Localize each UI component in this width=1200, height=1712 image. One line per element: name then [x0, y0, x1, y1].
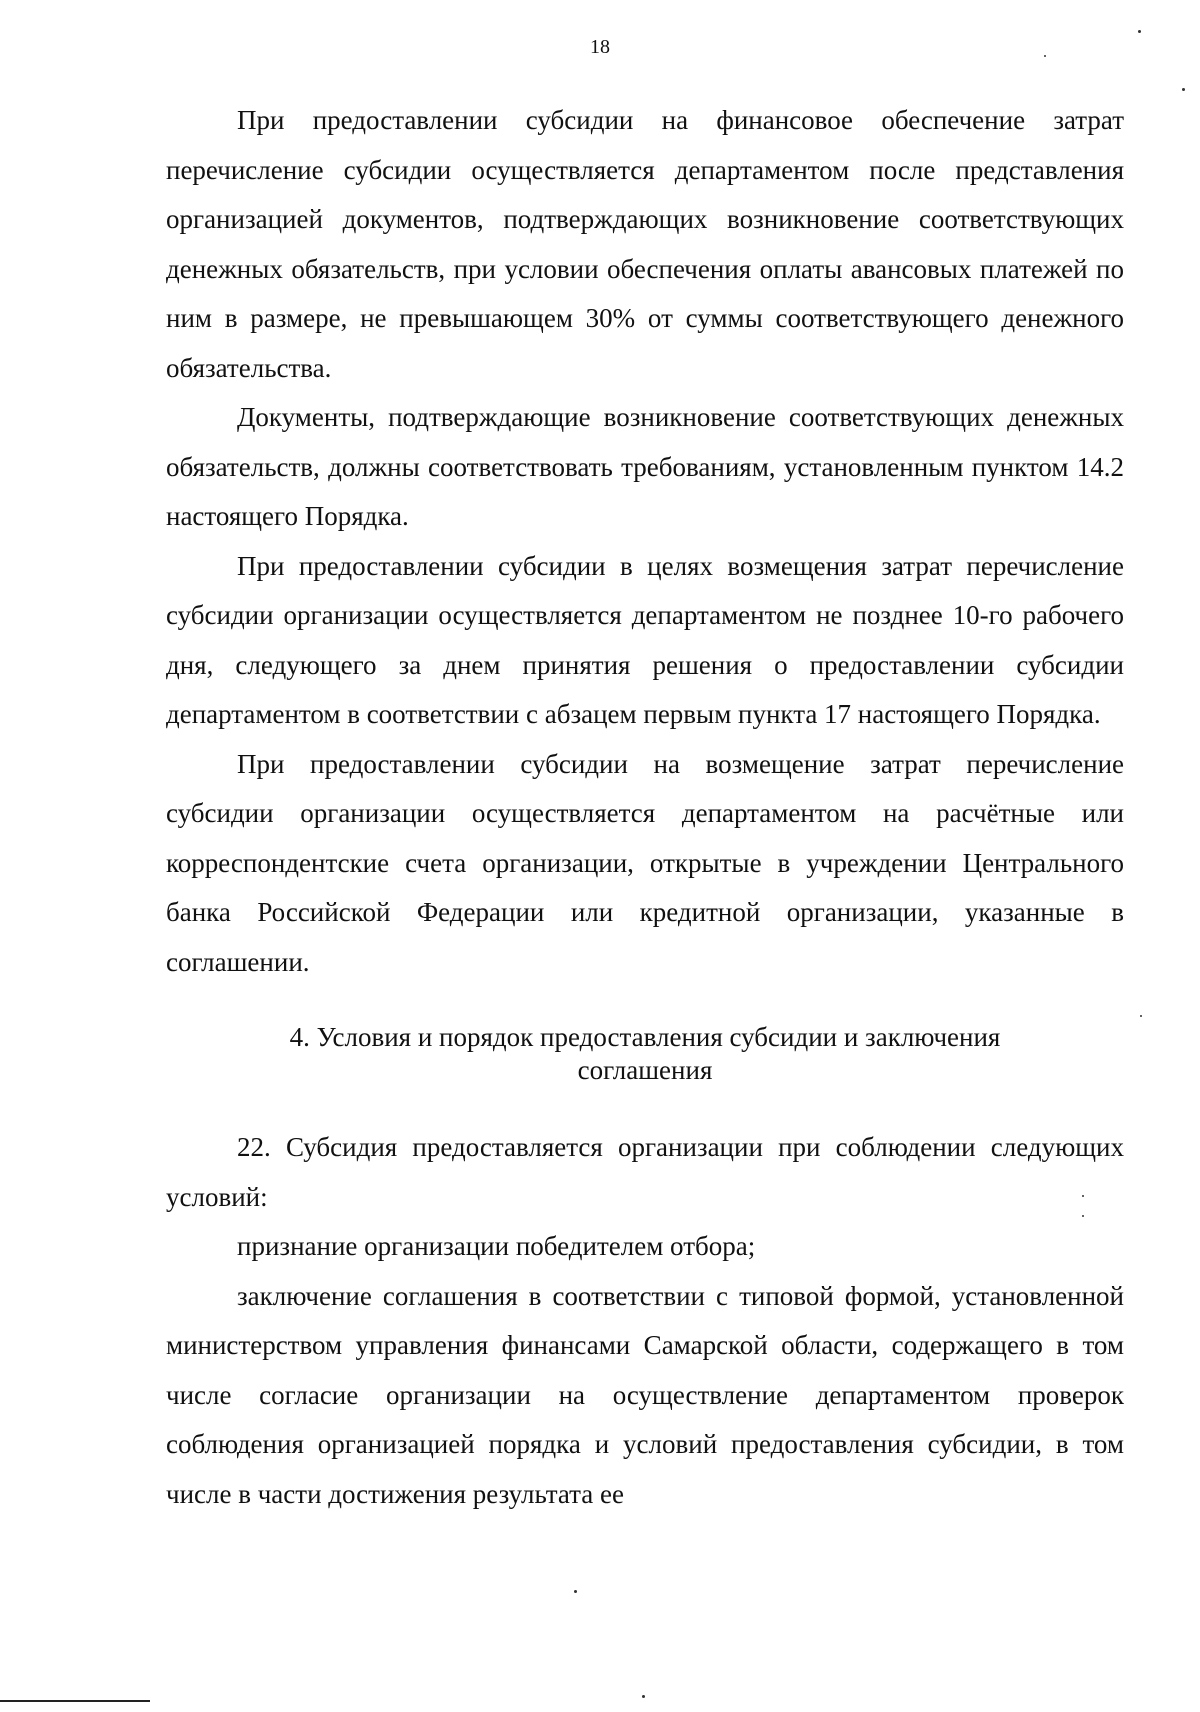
scan-speck — [1082, 1195, 1084, 1197]
scan-speck — [642, 1695, 645, 1698]
scan-speck — [1082, 1215, 1084, 1217]
scan-speck — [574, 1590, 577, 1593]
page-number: 18 — [590, 36, 610, 58]
scan-speck — [1044, 55, 1046, 57]
scan-speck — [1182, 88, 1185, 91]
document-body — [166, 96, 1124, 1519]
paragraph-clause-22: 22. Субсидия предоставляется организации при соблюдении следующих условий: — [166, 1132, 1124, 1212]
scan-speck — [1138, 30, 1141, 33]
scan-edge-line — [0, 1700, 150, 1702]
paragraph-reimbursement-timing: При предоставлении субсидии в целях возмещения затрат перечисление субсидии организации осуществляется департаментом не позднее 10-го рабочего дня, следующего за днем принятия решения о предоставлении субсидии департаментом в соответствии с абзацем первым пункта 17 настоящего Порядка. — [166, 550, 1124, 729]
scan-speck — [1140, 1015, 1142, 1017]
paragraph-condition-winner: признание организации победителем отбора; — [237, 1231, 756, 1261]
section-heading-line-1: 4. Условия и порядок предоставления субсидии и заключения — [289, 1022, 1001, 1052]
paragraph-transfer-accounts: При предоставлении субсидии на возмещение затрат перечисление субсидии организации осуществляется департаментом на расчётные или корреспондентские счета организации, открытые в учреждении Центрального банка Российской Федерации или кредитной организации, указанные в соглашении. — [166, 748, 1124, 977]
paragraph-condition-agreement: заключение соглашения в соответствии с типовой формой, установленной министерством управления финансами Самарской области, содержащего в том числе согласие организации на осуществление департаментом проверок соблюдения организацией порядка и условий предоставления субсидии, в том числе в части достижения результата ее — [166, 1280, 1124, 1509]
section-heading-line-2: соглашения — [577, 1055, 713, 1085]
paragraph-advance-payment: При предоставлении субсидии на финансовое обеспечение затрат перечисление субсидии осуществляется департаментом после представления организацией документов, подтверждающих возникновение соответствующих денежных обязательств, при условии обеспечения оплаты авансовых платежей по ним в размере, не превышающем 30% от суммы соответствующего денежного обязательства. — [166, 105, 1124, 383]
section-heading — [166, 1021, 1124, 1087]
paragraph-documents-requirements: Документы, подтверждающие возникновение соответствующих денежных обязательств, должны соответствовать требованиям, установленным пунктом 14.2 настоящего Порядка. — [166, 402, 1124, 531]
